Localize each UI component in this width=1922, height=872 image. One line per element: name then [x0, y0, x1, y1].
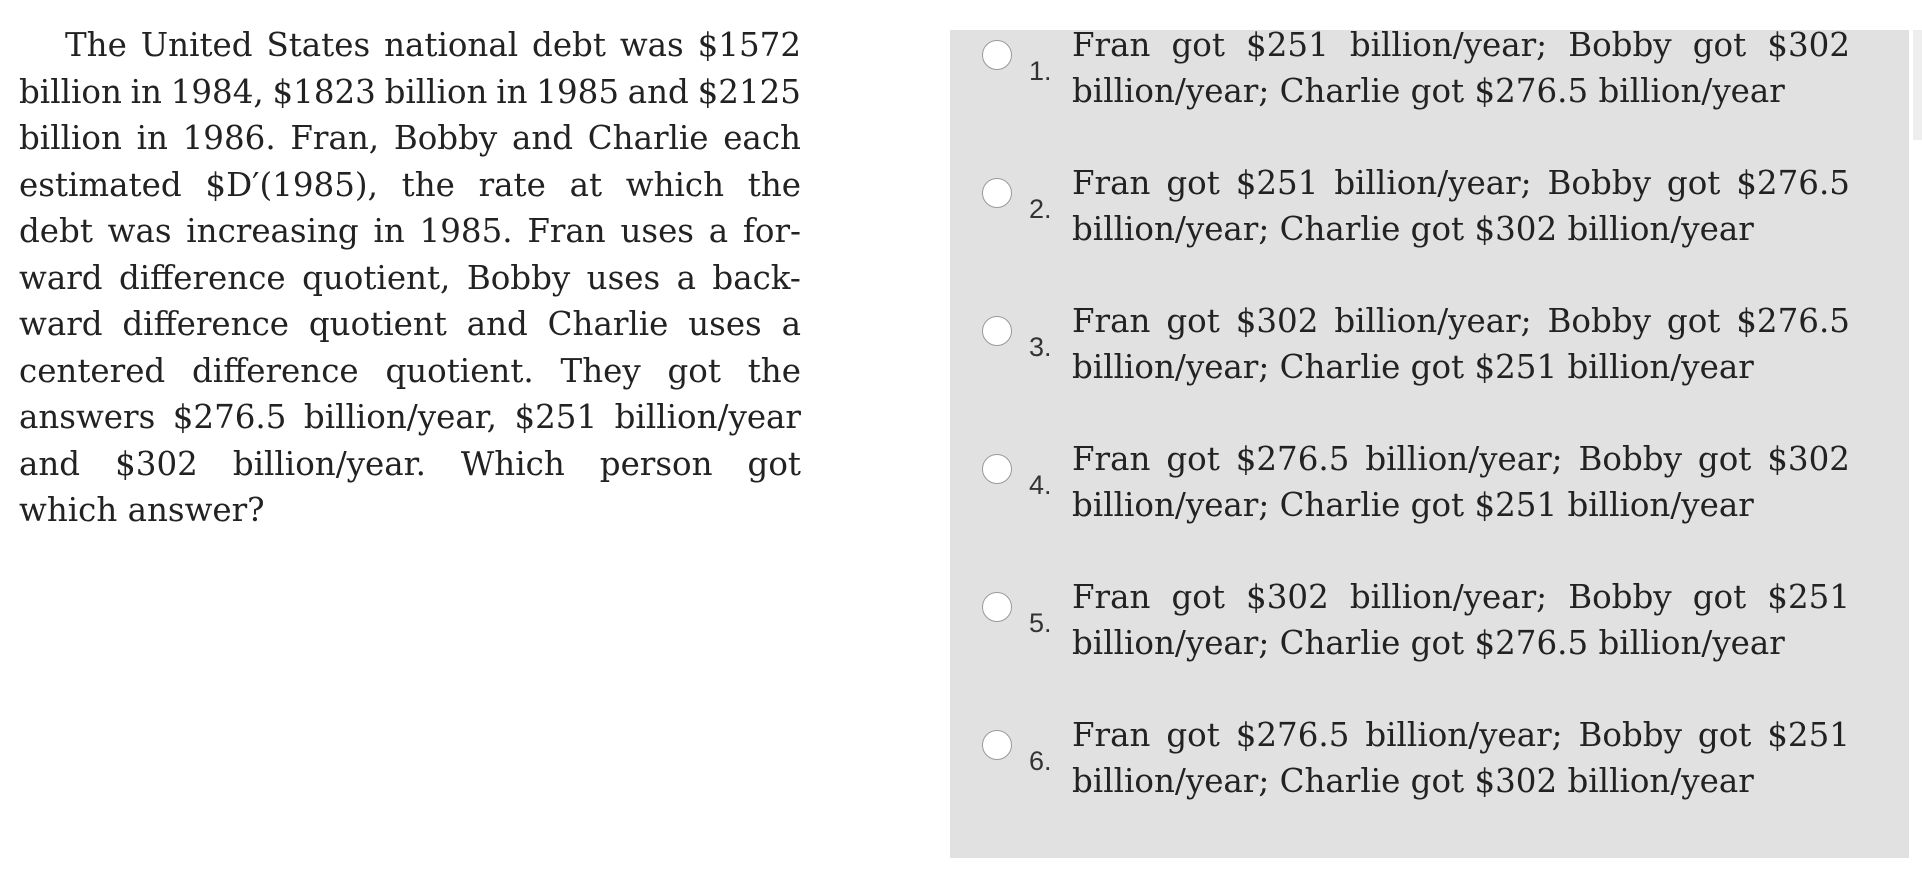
- question-word: which: [625, 165, 725, 204]
- option-word: billion/year;: [1349, 26, 1548, 64]
- question-word: $1572: [697, 26, 801, 64]
- question-word: increasing: [186, 212, 359, 250]
- option-text-line: [1072, 22, 1850, 68]
- option-text-line: [1072, 574, 1850, 620]
- option-text[interactable]: [1072, 22, 1850, 114]
- option-text[interactable]: [1072, 712, 1850, 804]
- radio-button-icon[interactable]: [982, 40, 1012, 70]
- question-word: quotient.: [385, 351, 534, 390]
- question-word: debt: [19, 212, 93, 250]
- question-line: [19, 22, 801, 69]
- question-word: a: [676, 258, 696, 297]
- question-word: centered: [19, 351, 166, 390]
- question-line: [19, 69, 801, 116]
- question-word: uses: [586, 258, 661, 297]
- radio-button-icon[interactable]: [982, 592, 1012, 622]
- option-word: $276.5: [1235, 440, 1350, 478]
- answer-option-2[interactable]: [950, 164, 1909, 268]
- question-word: difference: [192, 351, 359, 390]
- question-word: Bobby: [393, 119, 498, 157]
- option-word: Bobby: [1547, 302, 1651, 340]
- question-word: $276.5: [172, 398, 287, 436]
- option-word: $276.5: [1736, 302, 1850, 340]
- question-word: a: [781, 305, 801, 343]
- question-word: United: [140, 26, 253, 64]
- option-word: $302: [1246, 578, 1329, 616]
- question-word: 1984,: [170, 72, 264, 111]
- question-line: [19, 208, 801, 255]
- question-word: back-: [712, 258, 801, 297]
- question-word: quotient,: [302, 258, 451, 297]
- radio-button-icon[interactable]: [982, 730, 1012, 760]
- question-word: in: [136, 119, 168, 157]
- option-word: Fran: [1072, 26, 1151, 64]
- question-word: $1823: [272, 72, 376, 111]
- question-line: [19, 255, 801, 302]
- question-line: [19, 348, 801, 395]
- question-word: the: [747, 165, 801, 204]
- option-word: Fran: [1072, 716, 1151, 754]
- question-word: billion: [19, 119, 122, 157]
- radio-button-icon[interactable]: [982, 316, 1012, 346]
- option-number: 5.: [1029, 608, 1052, 638]
- option-word: Fran: [1072, 578, 1151, 616]
- question-word: billion/year.: [232, 444, 426, 483]
- question-text: [19, 22, 801, 534]
- option-word: got: [1166, 440, 1220, 478]
- question-word: a: [708, 212, 729, 250]
- option-word: got: [1171, 578, 1225, 616]
- option-word: Bobby: [1568, 578, 1672, 616]
- radio-button-icon[interactable]: [982, 178, 1012, 208]
- answer-option-3[interactable]: [950, 302, 1909, 406]
- question-word: 1985.: [419, 212, 513, 250]
- question-word: Charlie: [547, 305, 669, 343]
- option-word: Fran: [1072, 440, 1151, 478]
- question-line: [19, 441, 801, 488]
- answer-option-6[interactable]: [950, 716, 1909, 820]
- option-text[interactable]: [1072, 298, 1850, 390]
- question-word: uses: [620, 212, 694, 250]
- question-word: in: [130, 72, 162, 111]
- question-word: Fran,: [290, 119, 380, 157]
- option-number: 4.: [1029, 470, 1052, 500]
- option-text-line: [1072, 160, 1850, 206]
- option-word: got: [1166, 164, 1220, 202]
- question-word: in: [373, 212, 405, 250]
- option-word: got: [1697, 440, 1752, 478]
- option-word: got: [1666, 164, 1721, 202]
- option-text-line: billion/year; Charlie got $302 billion/year: [1072, 762, 1754, 800]
- question-word: national: [384, 26, 519, 64]
- option-text-line: [1072, 436, 1850, 482]
- question-word: got: [747, 444, 801, 483]
- radio-button-icon[interactable]: [982, 454, 1012, 484]
- question-word: 1985: [536, 72, 619, 111]
- question-line: [19, 301, 801, 348]
- question-word: Which: [460, 444, 565, 483]
- answer-option-1[interactable]: [950, 26, 1909, 130]
- option-text-line: [1072, 298, 1850, 344]
- answer-option-4[interactable]: [950, 440, 1909, 544]
- question-word: $2125: [697, 72, 801, 111]
- option-text[interactable]: [1072, 574, 1850, 666]
- question-word: billion/year: [614, 398, 801, 436]
- answer-options-panel: [950, 26, 1909, 858]
- option-word: billion/year;: [1334, 302, 1532, 340]
- question-word: at: [569, 165, 603, 204]
- option-word: billion/year;: [1365, 440, 1563, 478]
- option-word: billion/year;: [1365, 716, 1563, 754]
- option-word: Fran: [1072, 302, 1151, 340]
- option-word: $276.5: [1235, 716, 1350, 754]
- option-text-line: billion/year; Charlie got $251 billion/year: [1072, 486, 1754, 524]
- option-word: got: [1166, 716, 1220, 754]
- option-word: got: [1666, 302, 1721, 340]
- question-word: Charlie: [587, 119, 709, 157]
- question-word: difference: [118, 258, 286, 297]
- question-word: They: [560, 351, 641, 390]
- question-word: billion: [384, 72, 488, 111]
- question-word: quotient: [308, 305, 447, 343]
- option-word: Fran: [1072, 164, 1151, 202]
- option-number: 3.: [1029, 332, 1052, 362]
- question-line: [19, 162, 801, 209]
- question-word: in: [496, 72, 528, 111]
- question-word: $302: [115, 444, 198, 483]
- option-word: billion/year;: [1349, 578, 1548, 616]
- option-word: Bobby: [1568, 26, 1672, 64]
- option-word: got: [1692, 578, 1747, 616]
- option-word: $302: [1767, 440, 1850, 478]
- question-word: for-: [742, 212, 801, 250]
- question-word: The: [65, 26, 127, 64]
- question-word: and: [627, 72, 689, 111]
- option-word: Bobby: [1578, 716, 1682, 754]
- option-text[interactable]: [1072, 436, 1850, 528]
- option-word: $251: [1767, 716, 1850, 754]
- question-word: Bobby: [466, 258, 571, 297]
- question-word: 1986.: [182, 119, 276, 157]
- option-word: $251: [1246, 26, 1329, 64]
- question-word: uses: [688, 305, 762, 343]
- question-word: States: [266, 26, 371, 64]
- question-word: which answer?: [19, 491, 265, 529]
- option-number: 6.: [1029, 746, 1052, 776]
- option-text-line: billion/year; Charlie got $251 billion/year: [1072, 348, 1754, 386]
- option-text-line: [1072, 712, 1850, 758]
- question-word: and: [19, 444, 81, 483]
- option-number: 2.: [1029, 194, 1052, 224]
- question-word: estimated: [19, 165, 182, 204]
- question-word: billion: [19, 72, 122, 111]
- question-word: $251: [514, 398, 598, 436]
- question-word: the: [747, 351, 801, 390]
- option-text-line: billion/year; Charlie got $276.5 billion/year: [1072, 72, 1785, 110]
- question-word: answers: [19, 398, 156, 436]
- option-word: got: [1166, 302, 1220, 340]
- question-word: rate: [478, 165, 546, 204]
- question-word: the: [401, 165, 455, 204]
- question-word: was: [619, 26, 684, 64]
- option-word: $251: [1235, 164, 1319, 202]
- option-word: billion/year;: [1334, 164, 1532, 202]
- question-word: Fran: [527, 212, 606, 250]
- option-word: got: [1692, 26, 1747, 64]
- option-word: $302: [1235, 302, 1319, 340]
- scrollbar-edge: [1913, 30, 1922, 140]
- question-word: debt: [532, 26, 606, 64]
- option-number: 1.: [1029, 56, 1052, 86]
- option-text[interactable]: [1072, 160, 1850, 252]
- option-word: Bobby: [1547, 164, 1651, 202]
- question-line: [19, 115, 801, 162]
- question-line: [19, 487, 801, 534]
- question-word: each: [723, 119, 801, 157]
- question-word: was: [107, 212, 172, 250]
- option-word: got: [1171, 26, 1225, 64]
- option-word: Bobby: [1578, 440, 1682, 478]
- question-word: billion/year,: [303, 398, 497, 436]
- option-text-line: billion/year; Charlie got $276.5 billion/year: [1072, 624, 1785, 662]
- option-word: $251: [1767, 578, 1850, 616]
- question-word: and: [466, 305, 528, 343]
- question-word: difference: [122, 305, 290, 343]
- question-word: and: [511, 119, 574, 157]
- question-word: person: [599, 444, 713, 483]
- option-word: $276.5: [1736, 164, 1850, 202]
- question-word: $D′(1985),: [205, 165, 378, 204]
- question-word: got: [667, 351, 721, 390]
- option-text-line: billion/year; Charlie got $302 billion/year: [1072, 210, 1754, 248]
- question-word: ward: [19, 258, 103, 297]
- option-word: got: [1697, 716, 1752, 754]
- question-word: ward: [19, 305, 103, 343]
- option-word: $302: [1767, 26, 1850, 64]
- answer-option-5[interactable]: [950, 578, 1909, 682]
- question-line: [19, 394, 801, 441]
